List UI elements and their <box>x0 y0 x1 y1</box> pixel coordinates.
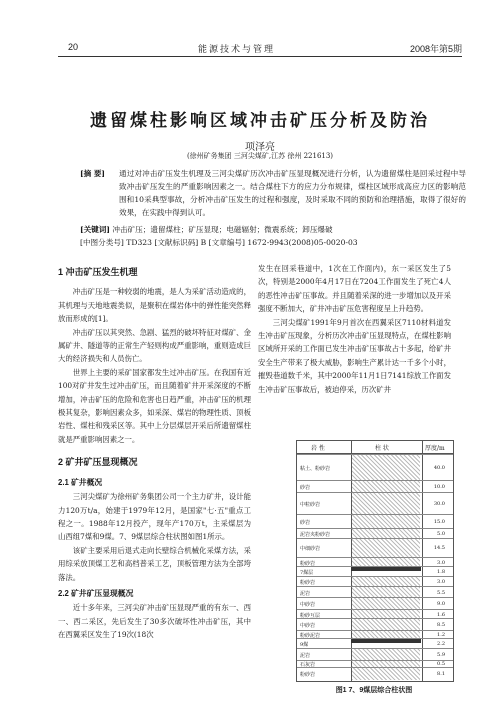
layer-thickness: 3.0 <box>437 578 445 585</box>
paragraph: 发生在回采巷道中，1次在工作面内)，东一采区发生了5次，特别是2000年4月17日在7204工作面发生了死亡4人的恶性冲击矿压事故。并且随着采深的进一步增加以及开采强度不断加大，矿井冲击矿压危害程度呈上升趋势。 <box>258 264 451 314</box>
rock-pattern <box>352 455 420 480</box>
layer-name: 中细砂岩 <box>300 546 321 553</box>
figure-layer-row <box>297 514 453 529</box>
author: 项泽亮 <box>245 142 275 153</box>
rock-pattern <box>352 558 420 567</box>
left-column <box>58 262 251 642</box>
layer-name: 粉砂岩 <box>300 560 316 567</box>
figure-layer-row <box>297 667 453 681</box>
rock-pattern <box>352 587 420 598</box>
layer-thickness: 40.0 <box>433 465 445 472</box>
layer-thickness: 10.0 <box>433 484 445 491</box>
keywords <box>80 223 470 236</box>
rock-pattern <box>352 631 420 638</box>
layer-name: 砂岩 <box>300 519 311 526</box>
header-lithology: 岩 性 <box>311 445 325 452</box>
layer-thickness: 1.2 <box>437 631 445 638</box>
rock-pattern <box>352 610 420 617</box>
layer-thickness: 9.0 <box>437 601 445 608</box>
paragraph: 世界上主要的采矿国家都发生过冲击矿压。在我国有近100对矿井发生过冲击矿压，而且随着矿井开采深度的不断增加，冲击矿压的危险和危害也日趋严重，冲击矿压的机理极其复杂，影响因素众多，如采深、煤岩的物理性质、顶板岩性、煤柱和残采区等。其中上分层煤层开采后所遗留煤柱就是严重影响因素之一。 <box>58 367 251 444</box>
figure-caption: 图1 7、9煤层综合柱状图 <box>335 687 413 694</box>
layer-thickness: 3.0 <box>437 559 445 566</box>
rock-pattern <box>352 539 420 557</box>
right-column <box>258 262 451 396</box>
rock-pattern <box>352 577 420 586</box>
article-title: 遗留煤柱影响区域冲击矿压分析及防治 <box>90 111 430 131</box>
paragraph: 三河尖煤矿1991年9月首次在西翼采区7110材料道发生冲击矿压现象，分析历次冲击矿压显现特点，在煤柱影响区域所开采的工作面已发生冲击矿压事故占十多起，给矿井安全生产带来了极大威胁，影响生产累计达一千多个小时，摧毁巷道数千米，其中2000年11月1日7141综放工作面发生冲击矿压事故后，被迫停采，历次矿井 <box>258 317 451 394</box>
layer-thickness: 15.0 <box>433 518 445 525</box>
header-column: 柱 状 <box>375 445 389 452</box>
figure-layer-row <box>297 492 453 515</box>
keywords-label: [关键词] <box>80 225 110 234</box>
journal-name: 能源技术与管理 <box>198 44 276 54</box>
header-thickness: 厚度/m <box>425 445 445 452</box>
layer-name: 9煤 <box>300 641 309 648</box>
layer-thickness: 5.9 <box>437 651 445 658</box>
layer-name: 粉砂互层 <box>300 612 321 619</box>
rock-pattern <box>352 529 420 538</box>
rock-pattern <box>352 598 420 609</box>
subsection-heading-2-1: 2.1 矿井概况 <box>58 477 103 487</box>
coal-seam-band <box>351 639 421 643</box>
layer-name: 砂岩 <box>300 485 311 492</box>
rock-pattern <box>352 481 420 492</box>
figure-layer-row <box>297 538 453 558</box>
layer-thickness: 14.5 <box>433 545 445 552</box>
rock-pattern <box>352 493 420 514</box>
layer-name: 粉砂岩 <box>300 579 316 586</box>
layer-thickness: 5.5 <box>437 589 445 596</box>
layer-name: 中砂岩 <box>300 602 316 609</box>
section-heading-1: 1 冲击矿压发生机理 <box>58 267 138 277</box>
paragraph: 冲击矿压以其突然、急剧、猛烈的破坏特征对煤矿、金属矿井、隧道等的正常生产轻则构成严重影响，重则造成巨大的经济损失和人员伤亡。 <box>58 327 251 364</box>
rock-pattern <box>352 668 420 680</box>
rock-pattern <box>352 649 420 660</box>
layer-name: 泥岩夹粉砂岩 <box>300 531 331 538</box>
section-heading-2: 2 矿井矿压显现概况 <box>58 457 138 468</box>
classification-line: [中图分类号] TD323 [文献标识码] B [文章编号] 1672-9943(2008)05-0020-03 <box>80 238 358 247</box>
layer-name: 泥岩 <box>300 590 311 597</box>
layer-name: 粉砂岩 <box>300 672 316 679</box>
keywords-text: 冲击矿压；遗留煤柱；矿压显现；电磁辐射；微震系统；卸压爆破 <box>112 225 333 234</box>
layer-thickness: 8.5 <box>437 621 445 628</box>
affiliation: (徐州矿务集团 三河尖煤矿,江苏 徐州 221613) <box>186 152 334 160</box>
layer-name: 中砂岩 <box>300 622 316 629</box>
layer-thickness: 30.0 <box>433 501 445 507</box>
layer-name: 7煤层 <box>300 570 314 577</box>
rock-pattern <box>352 619 420 630</box>
layer-name: 粘土、粉砂岩 <box>300 466 331 473</box>
coal-seam-band <box>351 567 421 571</box>
layer-thickness: 0.5 <box>437 661 445 668</box>
rock-pattern <box>352 515 420 528</box>
layer-thickness: 5.0 <box>437 530 445 537</box>
layer-name: 粉砂泥岩 <box>300 632 321 639</box>
running-header <box>58 42 462 56</box>
abstract <box>80 167 466 219</box>
layer-name: 泥岩 <box>300 652 311 659</box>
layer-name: 中粒砂岩 <box>300 502 321 508</box>
layer-thickness: 1.8 <box>437 569 445 576</box>
abstract-label: [摘 要] <box>80 169 106 178</box>
page-number: 20 <box>68 42 79 52</box>
layer-thickness: 1.6 <box>437 611 445 618</box>
layer-thickness: 8.1 <box>437 671 445 678</box>
paragraph: 近十多年来，三河尖矿冲击矿压显现严重的有东一、西一、西二采区，先后发生了30多次破坏性冲击矿压，其中在西翼采区发生了19次(18次 <box>58 603 251 640</box>
stratigraphic-column-figure <box>296 440 454 682</box>
layer-name: 石灰岩 <box>300 662 316 669</box>
subsection-heading-2-2: 2.2 矿井矿压显现概况 <box>58 588 134 598</box>
figure-layer-row <box>297 454 453 481</box>
abstract-text: 通过对冲击矿压发生机理及三河尖煤矿历次冲击矿压显现概况进行分析，认为遗留煤柱是回采过程中导致冲击矿压发生的严重影响因素之一。结合煤柱下方的应力分布规律，煤柱区域形成高应力区的影响范围和10采典型事故，分析冲击矿压发生的过程和强度，及时采取不同的预防和治理措施，取得了很好的效果，在实践中得到认可。 <box>119 169 466 217</box>
paragraph: 三河尖煤矿为徐州矿务集团公司一个主力矿井，设计能力120万t/a，始建于1979年12月，是国家"七·五"重点工程之一。1988年12月投产，现年产170万t，主采煤层为山西组7煤和9煤。7、9煤层综合柱状图如图1所示。 <box>58 492 251 542</box>
paragraph: 该矿主要采用后退式走向长壁综合机械化采煤方法，采用综采放顶煤工艺和高档普采工艺，顶板管理方法为全部垮落法。 <box>58 545 251 582</box>
issue-label: 2008年第5期 <box>409 44 462 54</box>
layer-thickness: 2.2 <box>437 640 445 647</box>
paragraph: 冲击矿压是一种较弱的地震，是人为采矿活动造成的，其机理与天地地震类似，是聚积在煤岩体中的弹性能突然释放而形成的[1]。 <box>58 287 251 324</box>
header-rule <box>58 56 462 57</box>
